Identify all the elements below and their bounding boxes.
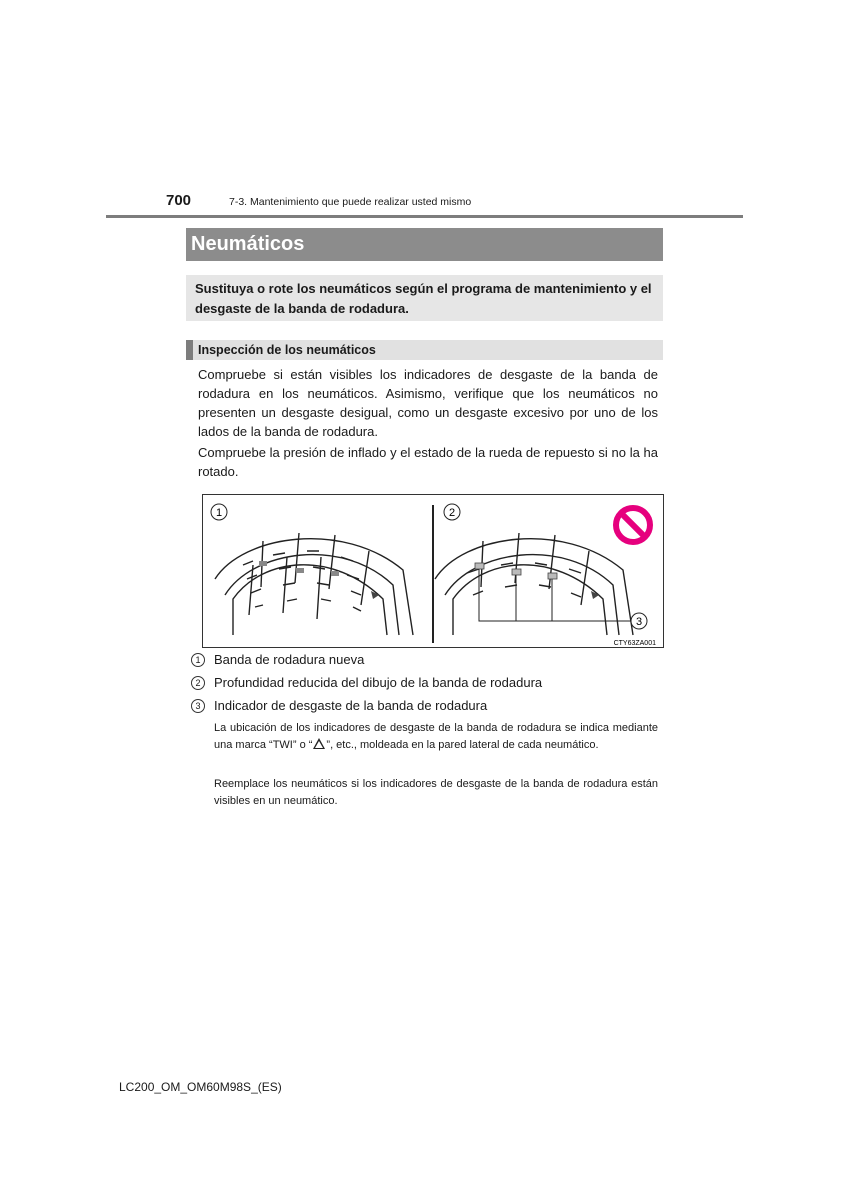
legend-text: Profundidad reducida del dibujo de la banda de rodadura xyxy=(214,675,543,690)
page-number: 700 xyxy=(166,192,192,209)
note-text: La ubicación de los indicadores de desgaste de la banda de rodadura se indica mediante una marca “TWI” o “ xyxy=(214,722,658,751)
no-entry-icon xyxy=(616,508,650,542)
tire-figure xyxy=(202,494,664,648)
paragraph-spare-tire: Compruebe la presión de inflado y el estado de la rueda de repuesto si no la ha rotado. xyxy=(198,445,658,479)
tire-worn-tread-illustration xyxy=(435,533,633,635)
triangle-mark-icon xyxy=(313,738,325,749)
wear-indicator xyxy=(548,573,557,579)
paragraph-wear-indicators: Compruebe si están visibles los indicadores de desgaste de la banda de rodadura en los neumáticos. Asimismo, verifique que los neumáticos no presenten un desgaste desigual, como un desgaste excesivo por uno de los lados de la banda de rodadura. xyxy=(198,367,658,439)
legend-text: Indicador de desgaste de la banda de rodadura xyxy=(214,698,488,713)
figure-label-3: 3 xyxy=(635,616,643,628)
legend-item xyxy=(191,674,542,692)
legend-number: 3 xyxy=(191,699,205,713)
wear-indicator xyxy=(512,569,521,575)
note-text: ”, etc., moldeada en la pared lateral de cada neumático. xyxy=(326,739,599,751)
legend-number: 1 xyxy=(191,653,205,667)
intro-box: Sustituya o rote los neumáticos según el programa de mantenimiento y el desgaste de la banda de rodadura. xyxy=(186,275,663,321)
footer-code: LC200_OM_OM60M98S_(ES) xyxy=(119,1080,282,1094)
header-rule xyxy=(106,215,743,218)
legend-text: Banda de rodadura nueva xyxy=(214,652,365,667)
note-replace-tires: Reemplace los neumáticos si los indicadores de desgaste de la banda de rodadura están visibles en un neumático. xyxy=(214,778,658,807)
tire-new-tread-illustration xyxy=(215,533,413,635)
figure-label-1: 1 xyxy=(215,507,223,519)
note-indicator-location xyxy=(214,720,658,754)
legend-item xyxy=(191,697,487,715)
wear-indicator xyxy=(475,563,484,569)
wear-indicator xyxy=(331,571,339,576)
figure-code: CTY63ZA001 xyxy=(613,640,656,647)
section-title: 7-3. Mantenimiento que puede realizar usted mismo xyxy=(229,196,472,208)
tire-illustration xyxy=(203,495,665,649)
subsection-heading: Inspección de los neumáticos xyxy=(186,340,663,360)
wear-indicator xyxy=(259,561,267,566)
wear-indicator xyxy=(296,568,304,573)
legend-item xyxy=(191,651,364,669)
figure-label-2: 2 xyxy=(448,507,456,519)
legend-number: 2 xyxy=(191,676,205,690)
page-title: Neumáticos xyxy=(186,228,663,261)
